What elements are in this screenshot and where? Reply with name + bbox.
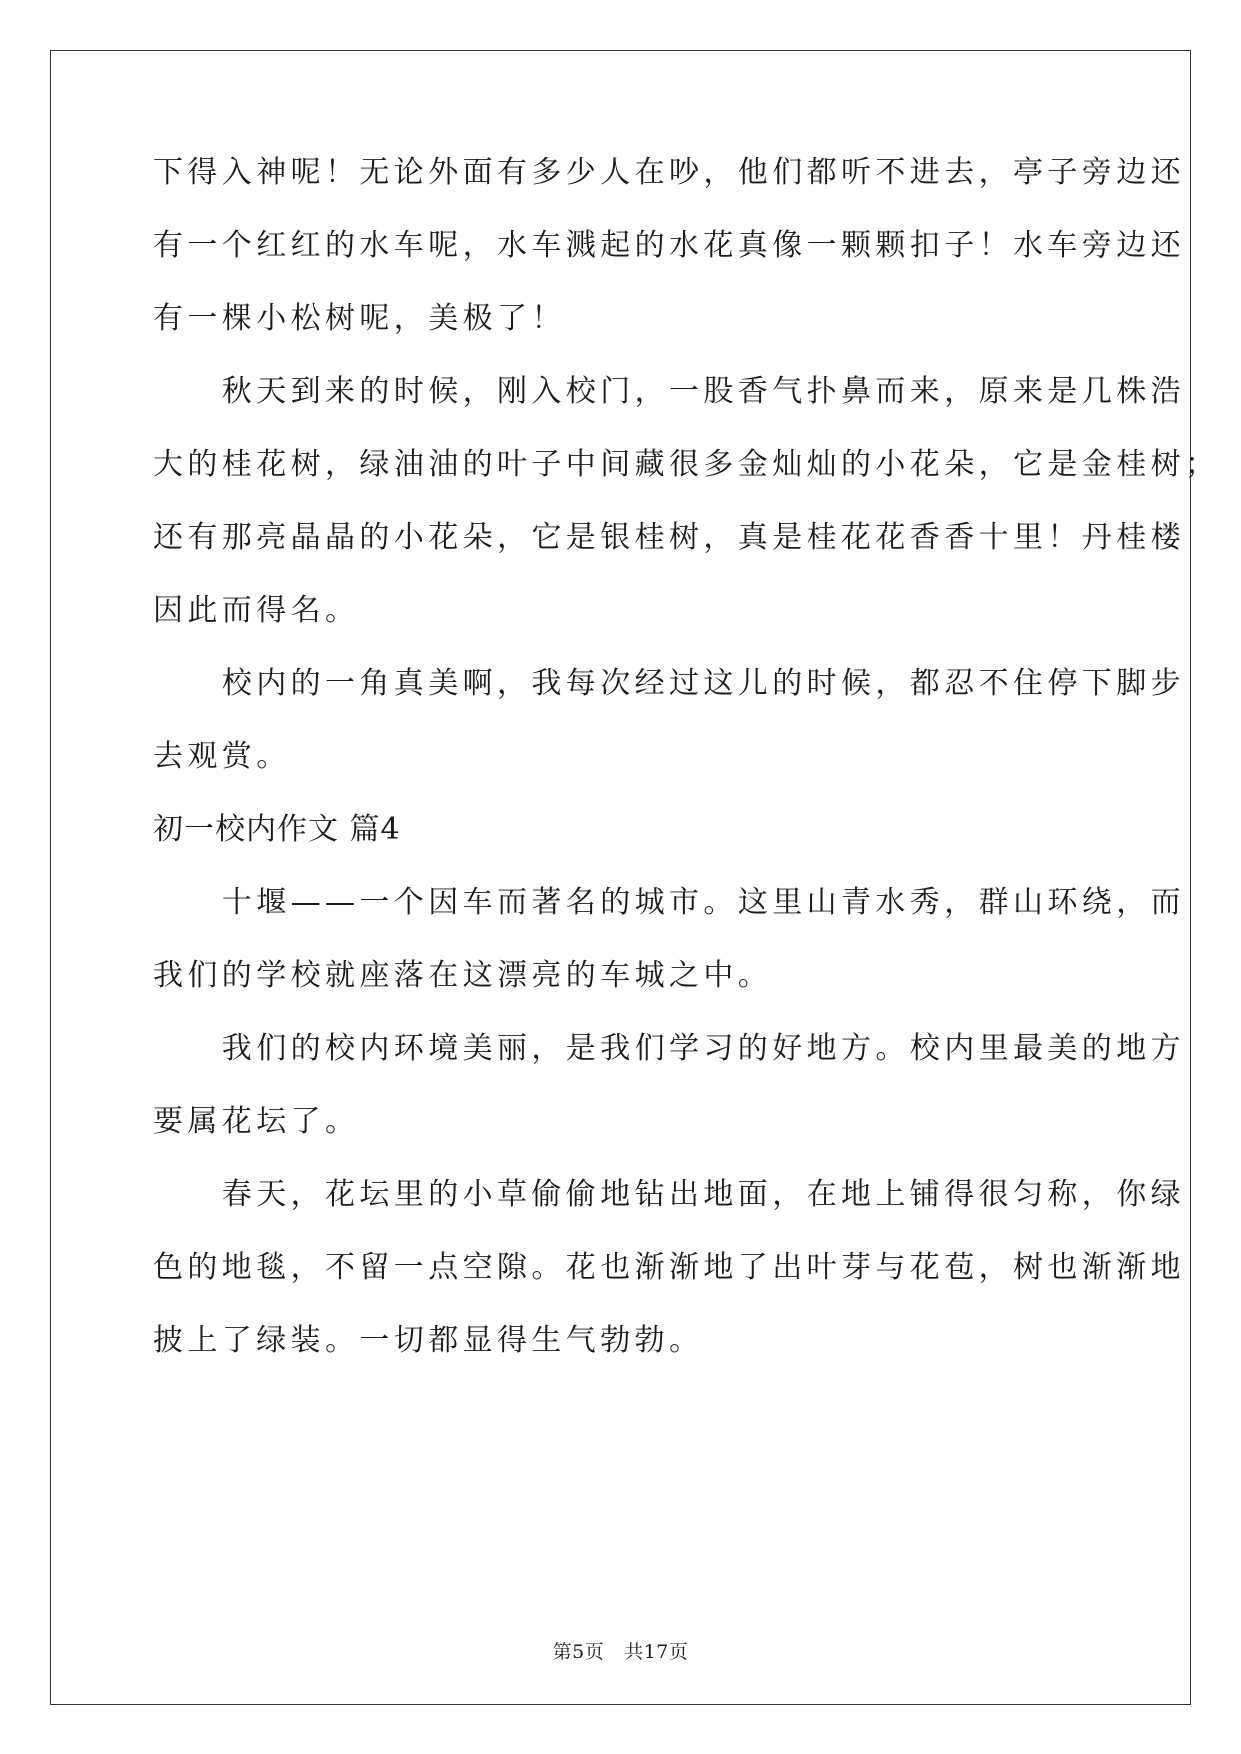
text-line: 有一个红红的水车呢，水车溅起的水花真像一颗颗扣子！水车旁边还 [153,228,1185,263]
text-line: 要属花坛了。 [153,1104,360,1139]
text-line: 还有那亮晶晶的小花朵，它是银桂树，真是桂花花香香十里！丹桂楼 [153,520,1185,555]
section-heading: 初一校内作文 篇4 [153,812,401,847]
page-total: 共17页 [624,1641,689,1663]
text-line: 大的桂花树，绿油油的叶子中间藏很多金灿灿的小花朵，它是金桂树； [153,447,1220,482]
text-line: 我们的学校就座落在这漂亮的车城之中。 [153,958,773,993]
text-line: 春天，花坛里的小草偷偷地钻出地面，在地上铺得很匀称，你绿 [153,1177,1185,1212]
text-line: 下得入神呢！无论外面有多少人在吵，他们都听不进去，亭子旁边还 [153,155,1185,190]
text-line: 色的地毯，不留一点空隙。花也渐渐地了出叶芽与花苞，树也渐渐地 [153,1250,1185,1285]
text-line: 我们的校内环境美丽，是我们学习的好地方。校内里最美的地方 [153,1031,1185,1066]
page-footer [0,1640,1241,1664]
page-number: 第5页 [552,1641,605,1663]
page-border [50,50,1191,1705]
text-line: 校内的一角真美啊，我每次经过这儿的时候，都忍不住停下脚步 [153,666,1185,701]
text-line: 有一棵小松树呢，美极了！ [153,301,566,336]
text-line: 秋天到来的时候，刚入校门，一股香气扑鼻而来，原来是几株浩 [153,374,1185,409]
text-line: 披上了绿装。一切都显得生气勃勃。 [153,1323,704,1358]
text-line: 因此而得名。 [153,593,360,628]
text-line: 十堰——一个因车而著名的城市。这里山青水秀，群山环绕，而 [153,885,1185,920]
text-line: 去观赏。 [153,739,291,774]
